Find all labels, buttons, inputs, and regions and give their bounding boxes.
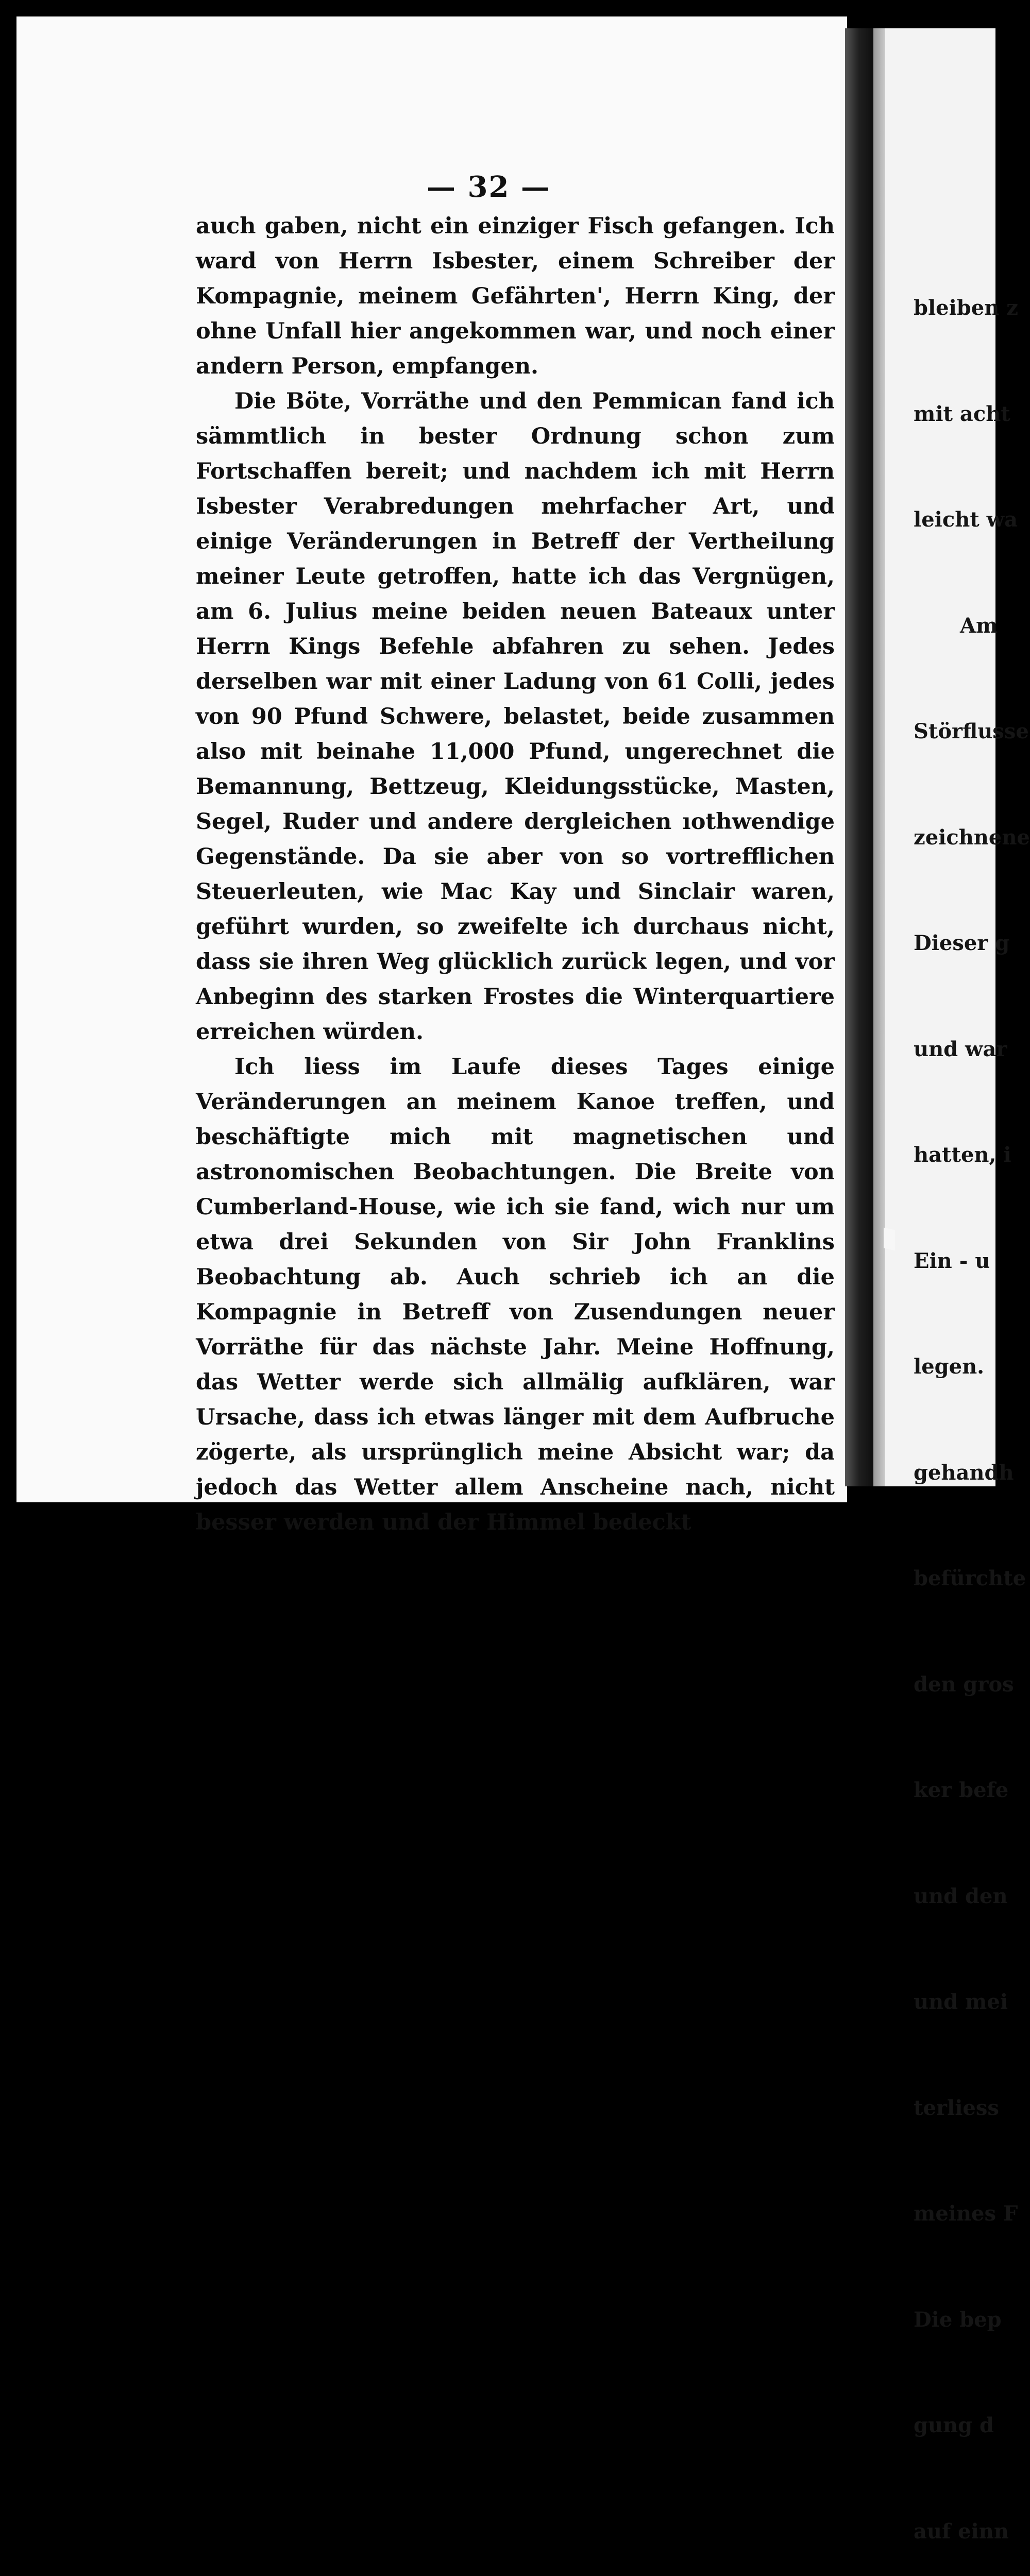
page-number: — 32 — [427, 170, 551, 204]
right-page [885, 28, 1030, 2544]
left-page-text [196, 209, 835, 1540]
right-line: terliess [914, 2095, 999, 2120]
gutter-shadow [873, 28, 886, 1486]
right-line: Die bep [914, 2307, 1002, 2332]
right-line: Störflusse [914, 719, 1029, 743]
right-line: Am [960, 613, 998, 638]
right-line: gehandh [914, 1460, 1014, 1485]
right-line: hatten, i [914, 1143, 1011, 1167]
right-line: Dieser g [914, 931, 1010, 955]
right-line: leicht wa [914, 507, 1018, 532]
right-line: zeichnene [914, 825, 1030, 850]
right-line: legen. [914, 1354, 985, 1379]
right-line: und mei [914, 1990, 1008, 2014]
right-line: auf einn [914, 2519, 1009, 2544]
right-line: und den [914, 1884, 1008, 1908]
paragraph-3: Ich liess im Laufe dieses Tages einige Veränderungen an meinem Kanoe treffen, und beschäftigte mich mit magnetischen und astronomischen Beobachtungen. Die Breite von Cumberland-House, wie ich sie fand, wich nur um etwa drei Sekunden von Sir John Franklins Beobachtung ab. Auch schrieb ich an die Kompagnie in Betreff von Zusendungen neuer Vorräthe für das nächste Jahr. Meine Hoffnung, das Wetter werde sich allmälig aufklären, war Ursache, dass ich etwas länger mit dem Aufbruche zögerte, als ursprünglich meine Absicht war; da jedoch das Wetter allem Anscheine nach, nicht besser werden und der Himmel bedeckt [196, 1054, 835, 1535]
paragraph-2: Die Böte, Vorräthe und den Pemmican fand ich sämmtlich in bester Ordnung schon zum Fortschaffen bereit; und nachdem ich mit Herrn Isbester Verabredungen mehrfacher Art, und einige Veränderungen in Betreff der Vertheilung meiner Leute getroffen, hatte ich das Vergnügen, am 6. Julius meine beiden neuen Bateaux unter Herrn Kings Befehle abfahren zu sehen. Jedes derselben war mit einer Ladung von 61 Colli, jedes von 90 Pfund Schwere, belastet, beide zusammen also mit beinahe 11,000 Pfund, ungerechnet die Bemannung, Bettzeug, Kleidungsstücke, Masten, Segel, Ruder und andere dergleichen ıothwendige Gegenstände. Da sie aber von so vortrefflichen Steuerleuten, wie Mac Kay und Sinclair waren, geführt wurden, so zweifelte ich durchaus nicht, dass sie ihren Weg glücklich zurück legen, und vor Anbeginn des starken Frostes die Winterquartiere erreichen würden. [196, 388, 835, 1045]
right-line: den gros [914, 1672, 1014, 1697]
right-line: befürchte [914, 1566, 1026, 1590]
right-line: ker befe [914, 1778, 1009, 1802]
right-line: gung d [914, 2413, 994, 2437]
page-edge-notch [884, 1228, 895, 1251]
right-line: und war [914, 1037, 1007, 1061]
right-line: Ein - u [914, 1248, 990, 1273]
paragraph-1: auch gaben, nicht ein einziger Fisch gefangen. Ich ward von Herrn Isbester, einem Schreiber der Kompagnie, meinem Gefährten', Herrn King, der ohne Unfall hier angekommen war, und noch einer andern Person, empfangen. [196, 213, 835, 379]
right-page-text [914, 220, 1030, 2576]
right-line: meines F [914, 2201, 1018, 2226]
book-gutter [845, 28, 876, 1486]
right-line: mit acht [914, 401, 1010, 426]
right-line: bleiben z [914, 296, 1018, 320]
